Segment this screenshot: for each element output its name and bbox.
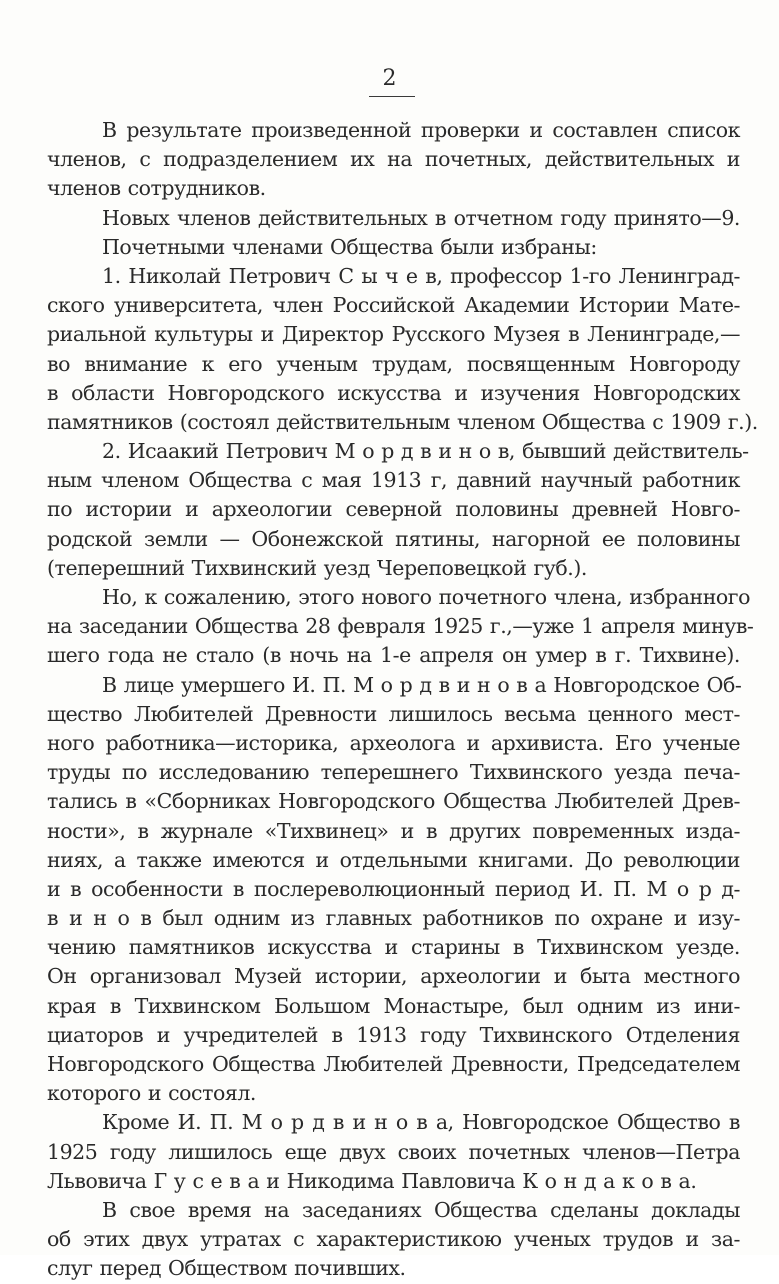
text-line: и в особенности в послереволюционный период И. П. М о р д- <box>47 876 740 901</box>
text-line: шего года не стало (в ночь на 1-е апреля он умер в г. Тихвине). <box>47 643 740 668</box>
text-line: родской земли — Обонежской пятины, нагорной ее половины <box>47 526 740 551</box>
text-line: ности», в журнале «Тихвинец» и в других повременных изда- <box>47 818 740 843</box>
text-line: В лице умершего И. П. М о р д в и н о в а Новгородское Об- <box>102 672 742 697</box>
text-line: на заседании Общества 28 февраля 1925 г.,—уже 1 апреля минув- <box>47 614 754 639</box>
page-number: 2 <box>382 66 397 91</box>
text-line: Кроме И. П. М о р д в и н о в а, Новгородское Общество в <box>102 1110 740 1135</box>
text-line: которого и состоял. <box>47 1081 256 1106</box>
text-line: Львовича Г у с е в а и Никодима Павловича К о н д а к о в а. <box>47 1168 697 1193</box>
text-line: во внимание к его ученым трудам, посвященным Новгороду <box>47 351 740 376</box>
text-line: об этих двух утратах с характеристикою ученых трудов и за- <box>47 1227 740 1252</box>
text-line: членов сотрудников. <box>47 176 266 201</box>
text-line: края в Тихвинском Большом Монастыре, был одним из ини- <box>47 993 740 1018</box>
text-line: ниях, а также имеются и отдельными книгами. До революции <box>47 847 740 872</box>
text-line: по истории и археологии северной половины древней Новго- <box>47 497 740 522</box>
text-line: Но, к сожалению, этого нового почетного члена, избранного <box>102 585 750 609</box>
text-line: чению памятников искусства и старины в Тихвинском уезде. <box>47 935 740 960</box>
text-line: (теперешний Тихвинский уезд Череповецкой губ.). <box>47 555 587 580</box>
text-line: щество Любителей Древности лишилось весьма ценного мест- <box>47 701 740 726</box>
text-line: 2. Исаакий Петрович М о р д в и н о в, бывший действитель- <box>102 439 749 464</box>
text-line: труды по исследованию теперешнего Тихвинского уезда печа- <box>47 760 740 785</box>
text-line: слуг перед Обществом почивших. <box>47 1256 406 1281</box>
text-line: ского университета, член Российской Академии Истории Мате- <box>47 293 740 318</box>
text-line: Новгородского Общества Любителей Древности, Председателем <box>47 1052 740 1076</box>
text-line: 1925 году лишилось еще двух своих почетных членов—Петра <box>47 1139 740 1164</box>
text-line: членов, с подразделением их на почетных, действительных и <box>47 147 740 172</box>
text-line: В результате произведенной проверки и составлен список <box>102 118 740 142</box>
text-line: В свое время на заседаниях Общества сделаны доклады <box>102 1197 740 1222</box>
body-text <box>47 116 758 1284</box>
text-line: в области Новгородского искусства и изучения Новгородских <box>47 380 740 405</box>
text-line: ным членом Общества с мая 1913 г, давний научный работник <box>47 468 740 493</box>
text-line: циаторов и учредителей в 1913 году Тихвинского Отделения <box>47 1022 740 1047</box>
text-line: ного работника—историка, археолога и архивиста. Его ученые <box>47 730 740 755</box>
text-line: 1. Николай Петрович С ы ч е в, профессор 1-го Ленинград- <box>102 263 740 288</box>
text-line: в и н о в был одним из главных работников по охране и изу- <box>47 906 740 931</box>
text-line: Новых членов действительных в отчетном году принято—9. <box>102 205 740 230</box>
text-line: тались в «Сборниках Новгородского Общества Любителей Древ- <box>47 789 740 814</box>
page-number-underline <box>369 96 415 97</box>
text-line: памятников (состоял действительным членом Общества с 1909 г.). <box>47 409 758 434</box>
text-line: Почетными членами Общества были избраны: <box>102 234 597 259</box>
text-line: риальной культуры и Директор Русского Музея в Ленинграде,— <box>47 322 740 347</box>
text-line: Он организовал Музей истории, археологии и быта местного <box>47 964 740 989</box>
